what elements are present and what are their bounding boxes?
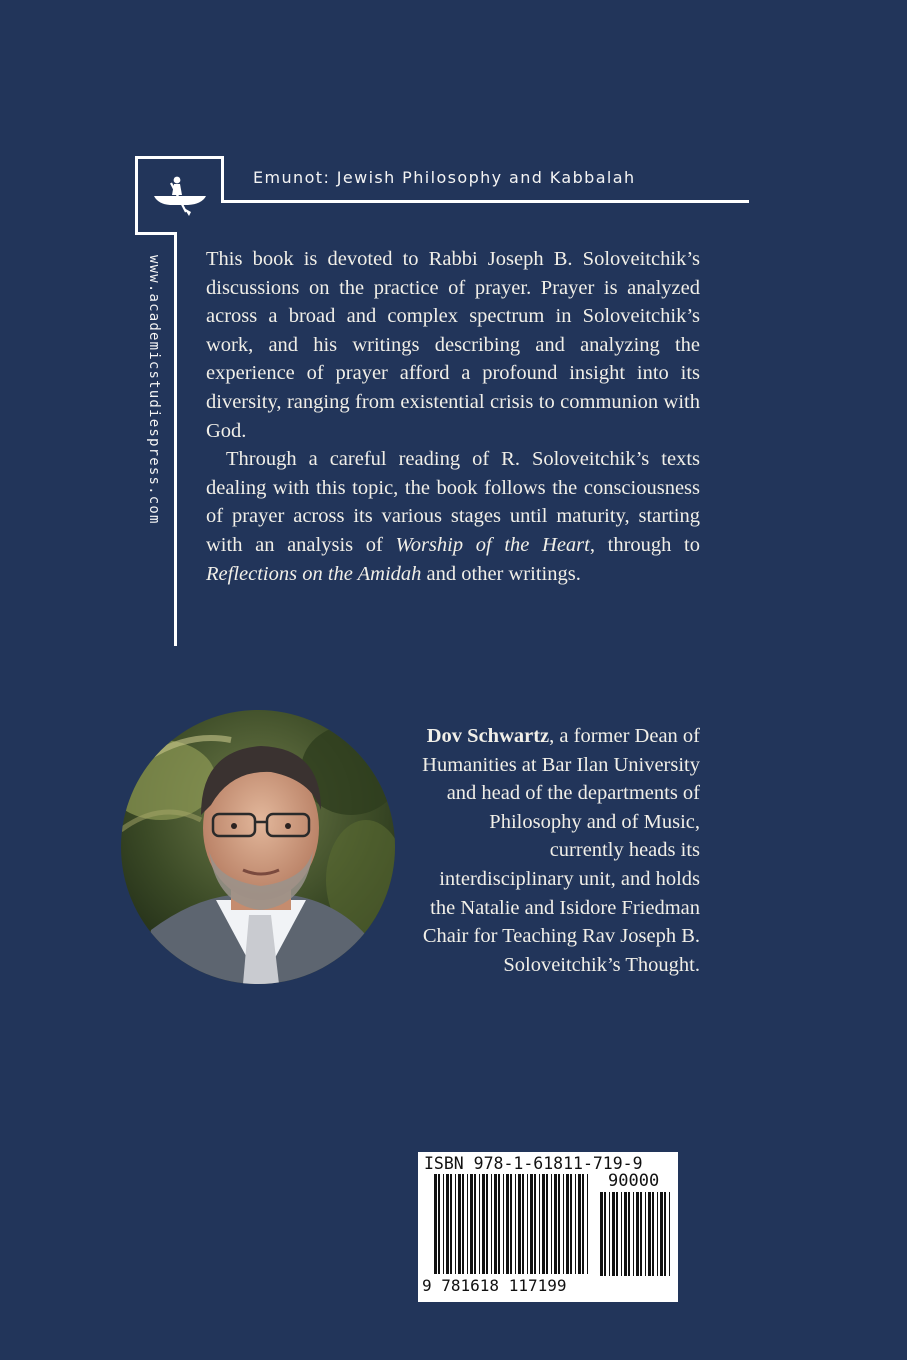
barcode-bar: [645, 1192, 646, 1276]
barcode-bar: [582, 1174, 584, 1274]
barcode-bar: [604, 1192, 606, 1276]
barcode-addon-bars: [598, 1192, 674, 1282]
barcode-bar: [446, 1174, 449, 1274]
barcode-bar: [438, 1174, 440, 1274]
author-photo: [121, 710, 395, 984]
barcode-bar: [474, 1174, 476, 1274]
barcode-bar: [624, 1192, 627, 1276]
barcode-bar: [664, 1192, 666, 1276]
barcode-bar: [527, 1174, 528, 1274]
series-title: Emunot: Jewish Philosophy and Kabbalah: [253, 168, 636, 187]
barcode-bar: [486, 1174, 488, 1274]
barcode-bar: [491, 1174, 492, 1274]
website-text: www.academicstudiespress.com: [146, 255, 162, 525]
barcode-bar: [551, 1174, 552, 1274]
barcode-bar: [530, 1174, 533, 1274]
price-code: 90000: [608, 1171, 660, 1191]
barcode-bar: [600, 1192, 603, 1276]
barcode-bar: [443, 1174, 444, 1274]
barcode-bar: [522, 1174, 524, 1274]
website-url: [136, 255, 172, 595]
barcode-bar: [498, 1174, 500, 1274]
barcode-bar: [503, 1174, 504, 1274]
author-bio-text: , a former Dean of Humanities at Bar Ilan University and head of the departments of Philosophy and of Music, currently heads its interdisciplinary unit, and holds the Natalie and Isidore Friedman Chair for Teaching Rav Joseph B. Soloveitchik’s Thought.: [422, 725, 700, 976]
title-reflections: Reflections on the Amidah: [206, 562, 422, 585]
barcode-bar: [652, 1192, 654, 1276]
boat-rower-icon: [150, 172, 210, 218]
barcode-bar: [510, 1174, 512, 1274]
barcode-bar: [657, 1192, 658, 1276]
barcode-bar: [570, 1174, 572, 1274]
barcode-bar: [554, 1174, 557, 1274]
barcode-bar: [558, 1174, 560, 1274]
book-blurb: [206, 245, 700, 588]
isbn-label: ISBN 978-1-61811-719-9: [424, 1154, 643, 1173]
barcode-bar: [660, 1192, 663, 1276]
frame-vertical: [174, 232, 177, 646]
barcode-bar: [455, 1174, 456, 1274]
barcode-bar: [669, 1192, 670, 1276]
barcode-bar: [515, 1174, 516, 1274]
frame-left-upper: [135, 156, 138, 234]
barcode-bar: [633, 1192, 634, 1276]
barcode-bar: [546, 1174, 548, 1274]
barcode-bar: [434, 1174, 437, 1274]
title-worship: Worship of the Heart: [395, 533, 590, 556]
barcode-bar: [479, 1174, 480, 1274]
barcode-bar: [518, 1174, 521, 1274]
barcode-bar: [575, 1174, 576, 1274]
barcode-bar: [506, 1174, 509, 1274]
barcode-bar: [494, 1174, 497, 1274]
blurb-paragraph-1: This book is devoted to Rabbi Joseph B. Soloveitchik’s discussions on the practice of prayer. Prayer is analyzed across a broad and complex spectrum in Soloveitchik’s work, and his writings describing and analyzing the experience of prayer afford a profound insight into its diversity, ranging from existential crisis to communion with God.: [206, 248, 700, 442]
barcode-digits: 9 781618 117199: [422, 1276, 567, 1295]
frame-top-right: [221, 200, 749, 203]
barcode-bar: [542, 1174, 545, 1274]
barcode-bar: [539, 1174, 540, 1274]
barcode-bar: [458, 1174, 461, 1274]
barcode-bar: [470, 1174, 473, 1274]
frame-inner-left: [135, 232, 177, 235]
author-name: Dov Schwartz: [426, 725, 550, 747]
barcode-bar: [563, 1174, 564, 1274]
barcode-bar: [587, 1174, 588, 1274]
barcode-bar: [616, 1192, 618, 1276]
barcode-bar: [609, 1192, 610, 1276]
barcode-bar: [482, 1174, 485, 1274]
barcode-bar: [467, 1174, 468, 1274]
barcode-bar: [628, 1192, 630, 1276]
barcode-bar: [566, 1174, 569, 1274]
frame-top-left: [135, 156, 224, 159]
blurb-paragraph-2: Through a careful reading of R. Soloveitchik’s texts dealing with this topic, the book follows the consciousness of prayer across its various stages until maturity, starting with an analysis of Worship of the Heart, through to Reflections on the Amidah and other writings.: [206, 448, 700, 585]
barcode-bar: [534, 1174, 536, 1274]
barcode-bar: [578, 1174, 581, 1274]
frame-step: [221, 156, 224, 203]
barcode-bar: [621, 1192, 622, 1276]
isbn-barcode: [418, 1152, 678, 1302]
barcode-bar: [612, 1192, 615, 1276]
barcode-bar: [640, 1192, 642, 1276]
barcode-bar: [636, 1192, 639, 1276]
barcode-bar: [450, 1174, 452, 1274]
author-bio: [420, 722, 700, 979]
barcode-bar: [462, 1174, 464, 1274]
barcode-bar: [648, 1192, 651, 1276]
